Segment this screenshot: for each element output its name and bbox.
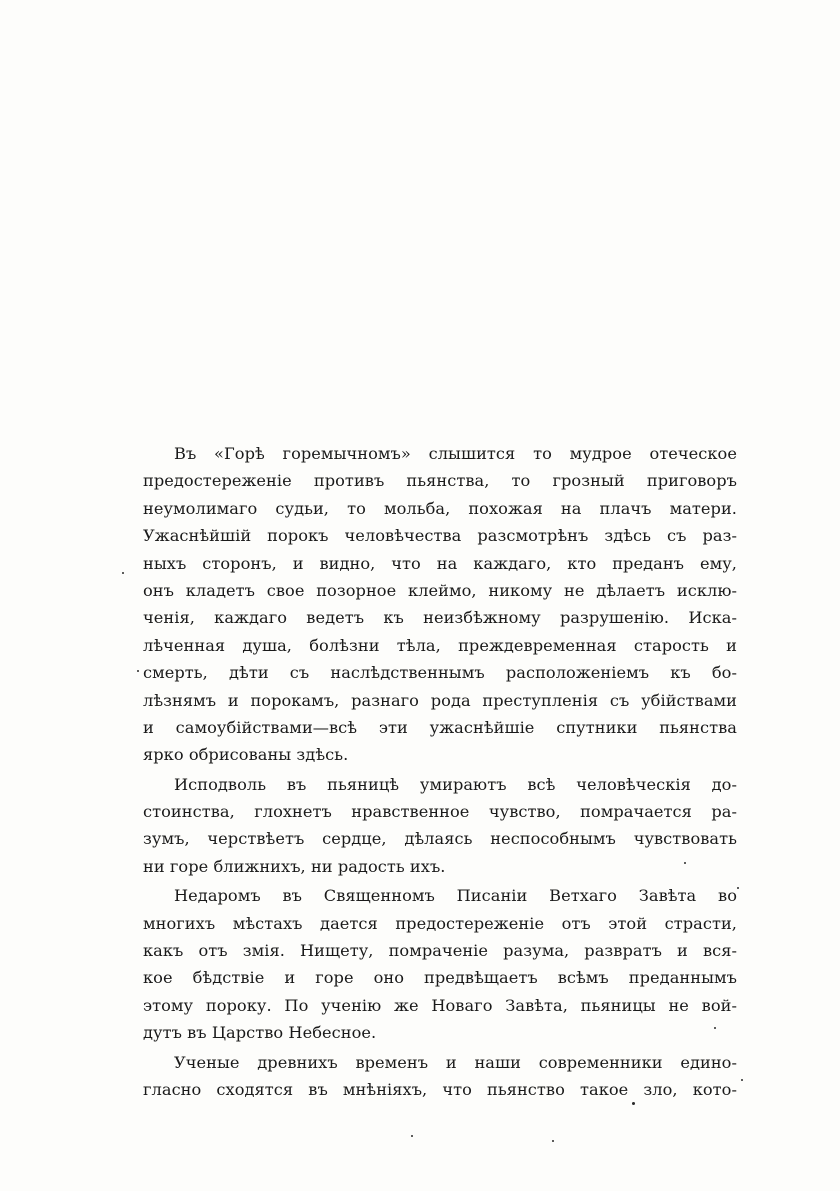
text-line: ярко обрисованы здѣсь. (143, 745, 349, 765)
text-line: Ученые древнихъ временъ и наши современники едино- (174, 1052, 737, 1072)
text-line: зумъ, черствѣетъ сердце, дѣлаясь неспособнымъ чувствовать (143, 829, 737, 849)
text-line: ни горе ближнихъ, ни радость ихъ. (143, 856, 446, 876)
text-line: Ужаснѣйшій порокъ человѣчества разсмотрѣнъ здѣсь съ раз- (143, 526, 737, 546)
text-line: стоинства, глохнетъ нравственное чувство, помрачается ра- (143, 802, 737, 822)
text-line: смерть, дѣти съ наслѣдственнымъ расположеніемъ къ бо- (143, 663, 737, 683)
scan-speck (632, 1102, 635, 1105)
scan-speck (552, 1140, 554, 1142)
text-line: ныхъ сторонъ, и видно, что на каждаго, кто преданъ ему, (143, 553, 737, 573)
paragraph-4 (143, 1049, 737, 1104)
scan-speck (737, 887, 739, 889)
text-line: дутъ въ Царство Небесное. (143, 1023, 377, 1043)
text-line: многихъ мѣстахъ дается предостереженіе отъ этой страсти, (143, 913, 737, 933)
text-line: кое бѣдствіе и горе оно предвѣщаетъ всѣмъ преданнымъ (143, 968, 737, 988)
scan-speck (741, 1079, 743, 1081)
body-text (143, 440, 737, 1103)
text-line: гласно сходятся въ мнѣніяхъ, что пьянство такое зло, кото- (143, 1079, 737, 1099)
text-line: какъ отъ змія. Нищету, помраченіе разума, развратъ и вся- (143, 941, 737, 961)
text-line: Недаромъ въ Священномъ Писаніи Ветхаго Завѣта во (174, 886, 737, 906)
text-line: Исподволь въ пьяницѣ умираютъ всѣ человѣческія до- (174, 774, 737, 794)
text-line: предостереженіе противъ пьянства, то грозный приговоръ (143, 471, 737, 491)
text-line: этому пороку. По ученію же Новаго Завѣта, пьяницы не вой- (143, 995, 737, 1015)
scan-speck (684, 862, 686, 864)
text-line: ченія, каждаго ведетъ къ неизбѣжному разрушенію. Иска- (143, 608, 737, 628)
scan-speck (122, 572, 124, 574)
text-line: лѣченная душа, болѣзни тѣла, преждевременная старость и (143, 635, 737, 655)
scan-speck (714, 1027, 716, 1029)
text-line: Въ «Горѣ горемычномъ» слышится то мудрое отеческое (174, 444, 737, 463)
text-line: онъ кладетъ свое позорное клеймо, никому не дѣлаетъ исклю- (143, 580, 737, 600)
scan-speck (137, 670, 139, 672)
paragraph-3 (143, 882, 737, 1046)
paragraph-2 (143, 771, 737, 881)
text-line: неумолимаго судьи, то мольба, похожая на плачъ матери. (143, 498, 737, 518)
text-line: лѣзнямъ и порокамъ, разнаго рода преступленія съ убійствами (143, 690, 737, 710)
scan-speck (411, 1135, 413, 1137)
text-line: и самоубійствами—всѣ эти ужаснѣйшіе спутники пьянства (143, 717, 737, 737)
paragraph-1 (143, 440, 737, 769)
